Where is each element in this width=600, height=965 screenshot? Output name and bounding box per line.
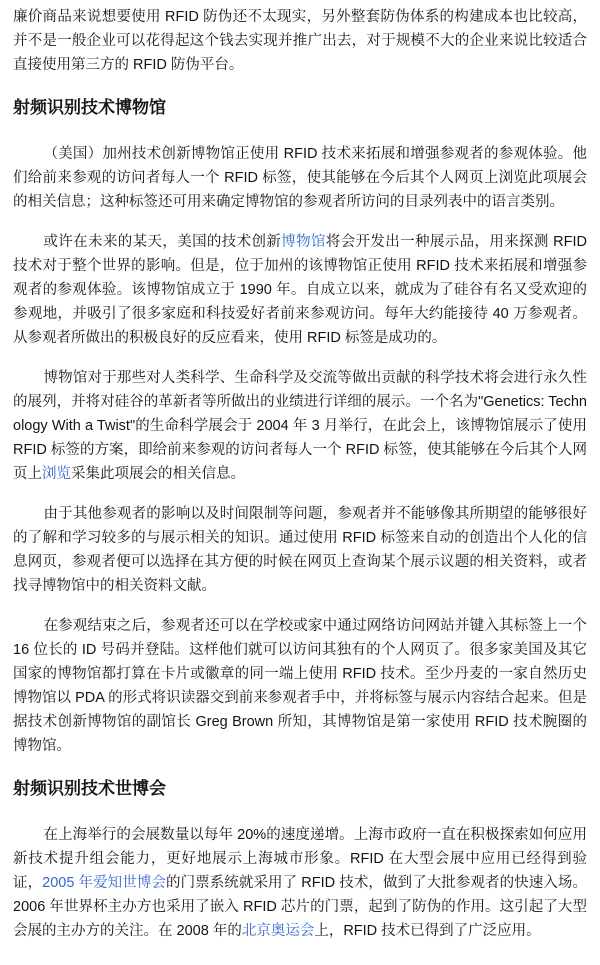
- text-segment: 将会开发出一种展示品，用来探测 RFID 技术对于整个世界的影响。但是，位于加州的该博物馆正使用 RFID 技术来拓展和增强参观者的参观体验。该博物馆成立于 1990 年。自成立以来，就成为了硅谷有名又受欢迎的参观地，并吸引了很多家庭和科技爱好者前来参观访问。每年大约能接待 40 万参观者。从参观者所做出的积极良好的反应看来，使用 RFID 标签是成功的。: [13, 234, 588, 346]
- paragraph: [13, 366, 587, 486]
- paragraph: [13, 230, 587, 350]
- expo-2005-aichi-link[interactable]: 2005 年爱知世博会: [42, 875, 166, 891]
- paragraph: [13, 502, 587, 598]
- text-segment: 上，RFID 技术已得到了广泛应用。: [314, 923, 541, 939]
- paragraph: [13, 614, 587, 758]
- text-segment: 射频识别技术博物馆: [13, 98, 166, 117]
- beijing-olympics-link[interactable]: 北京奥运会: [241, 923, 315, 939]
- browse-link[interactable]: 浏览: [42, 466, 71, 482]
- text-segment: 在上海举行的会展数量以每年 20%的速度递增。上海市政府一直在积极探索如何应用新技术提升组会能力，更好地展示上海城市形象。RFID 在大型会展中应用已经得到验证，: [13, 827, 587, 891]
- text-segment: 廉价商品来说想要使用 RFID 防伪还不太现实，另外整套防伪体系的构建成本也比较高，并不是一般企业可以花得起这个钱去实现并推广出去，对于规模不大的企业来说比较适合直接使用第三方的 RFID 防伪平台。: [13, 9, 587, 73]
- section-heading-museum: [13, 96, 587, 119]
- text-segment: （美国）加州技术创新博物馆正使用 RFID 技术来拓展和增强参观者的参观体验。他们给前来参观的访问者每人一个 RFID 标签，使其能够在今后其个人网页上浏览此项展会的相关信息；这种标签还可用来确定博物馆的参观者所访问的目录列表中的语言类别。: [13, 146, 587, 210]
- section-heading-expo: [13, 777, 587, 800]
- paragraph: [13, 142, 587, 214]
- text-segment: 博物馆对于那些对人类科学、生命科学及交流等做出贡献的科学技术将会进行永久性的展列，并将对硅谷的革新者等所做出的业绩进行详细的展示。一个名为"Genetics: Technology With a Twist"的生命科学展会于 2004 年 3 月举行，在此会上，该博物馆展示了使用 RFID 标签的方案，即给前来参观的访问者每人一个 RFID 标签，使其能够在今后其个人网页上: [13, 370, 587, 482]
- text-segment: 射频识别技术世博会: [13, 779, 166, 798]
- paragraph: [13, 823, 587, 943]
- text-segment: 或许在未来的某天，美国的技术创新: [43, 234, 282, 250]
- text-segment: 在参观结束之后，参观者还可以在学校或家中通过网络访问网站并键入其标签上一个 16 位长的 ID 号码并登陆。这样他们就可以访问其独有的个人网页了。很多家美国及其它国家的博物馆都打算在卡片或徽章的同一端上使用 RFID 技术。至少丹麦的一家自然历史博物馆以 PDA 的形式将识读器交到前来参观者手中，并将标签与展示内容结合起来。但是据技术创新博物馆的副馆长 Greg Brown 所知，其博物馆是第一家使用 RFID 技术腕圈的博物馆。: [13, 618, 587, 754]
- museum-link[interactable]: 博物馆: [281, 234, 326, 250]
- text-segment: 的门票系统就采用了 RFID 技术，做到了大批参观者的快速入场。2006 年世界杯主办方也采用了嵌入 RFID 芯片的门票，起到了防伪的作用。这引起了大型会展的主办方的关注。在 2008 年的: [13, 875, 587, 939]
- text-segment: 由于其他参观者的影响以及时间限制等问题，参观者并不能够像其所期望的能够很好的了解和学习较多的与展示相关的知识。通过使用 RFID 标签来自动的创造出个人化的信息网页，参观者便可以选择在其方便的时候在网页上查询某个展示议题的相关资料，或者找寻博物馆中的相关资料文献。: [13, 506, 587, 594]
- text-segment: 采集此项展会的相关信息。: [71, 466, 245, 482]
- paragraph: [13, 5, 587, 77]
